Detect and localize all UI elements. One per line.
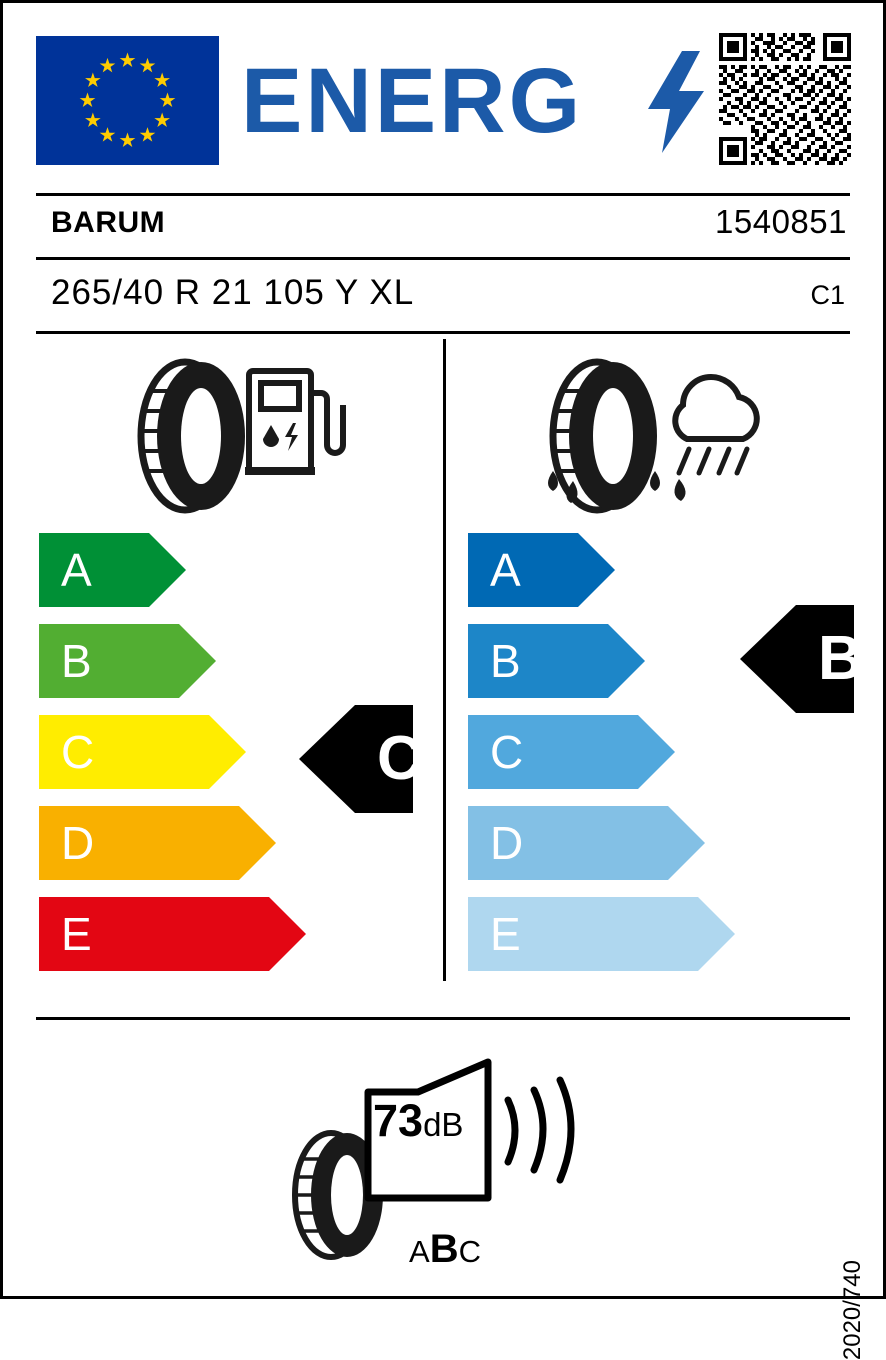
grade-letter: A	[61, 544, 92, 596]
grade-body	[468, 624, 608, 698]
lightning-bolt-icon	[648, 51, 704, 153]
product-code: 1540851	[715, 203, 847, 240]
grade-letter: C	[490, 726, 524, 778]
noise-value	[373, 1095, 463, 1147]
grade-tip	[578, 533, 615, 607]
grade-tip	[269, 897, 306, 971]
grade-letter: E	[490, 908, 521, 960]
grade-body	[39, 624, 179, 698]
grade-tip	[239, 806, 276, 880]
grade-letter: A	[490, 544, 521, 596]
divider-brand	[36, 257, 850, 260]
grade-tip	[668, 806, 705, 880]
wet-rating-letter: B	[818, 624, 863, 693]
grade-letter: C	[61, 726, 95, 778]
grade-letter: B	[490, 635, 521, 687]
rain-cloud-icon	[675, 377, 757, 473]
fuel-efficiency-pictogram	[121, 353, 336, 518]
grade-body	[468, 533, 578, 607]
label-header	[3, 3, 883, 193]
noise-class-scale	[409, 1227, 481, 1272]
fuel-pump-icon	[245, 371, 343, 475]
noise-unit: dB	[423, 1106, 464, 1143]
brand-name: BARUM	[51, 206, 166, 239]
tire-icon	[548, 362, 686, 510]
grade-tip	[608, 624, 645, 698]
grade-letter: D	[61, 817, 95, 869]
grade-tip	[638, 715, 675, 789]
tire-icon	[141, 362, 245, 510]
noise-class-b: B	[429, 1227, 459, 1271]
page-title: ENERG	[241, 50, 584, 152]
grade-letter: D	[490, 817, 524, 869]
divider-vertical	[443, 339, 446, 981]
grade-letter: B	[61, 635, 92, 687]
marker-tip	[740, 605, 796, 713]
noise-section	[3, 1033, 883, 1283]
grade-tip	[209, 715, 246, 789]
qr-code-icon	[719, 33, 851, 165]
grade-tip	[149, 533, 186, 607]
grade-tip	[698, 897, 735, 971]
fuel-rating-letter: C	[377, 724, 422, 793]
eu-flag-icon	[36, 36, 219, 165]
tyre-size: 265/40 R 21 105 Y XL	[51, 273, 415, 312]
marker-tip	[299, 705, 355, 813]
noise-class-a: A	[409, 1234, 430, 1269]
grade-tip	[179, 624, 216, 698]
noise-number: 73	[373, 1095, 424, 1146]
wet-grip-pictogram	[533, 353, 783, 518]
grade-body	[39, 533, 149, 607]
divider-header	[36, 193, 850, 196]
tyre-class: C1	[810, 280, 845, 310]
divider-noise	[36, 1017, 850, 1020]
divider-size	[36, 331, 850, 334]
grade-letter: E	[61, 908, 92, 960]
noise-class-c: C	[458, 1234, 481, 1269]
regulation-reference: 2020/740	[839, 1260, 866, 1360]
